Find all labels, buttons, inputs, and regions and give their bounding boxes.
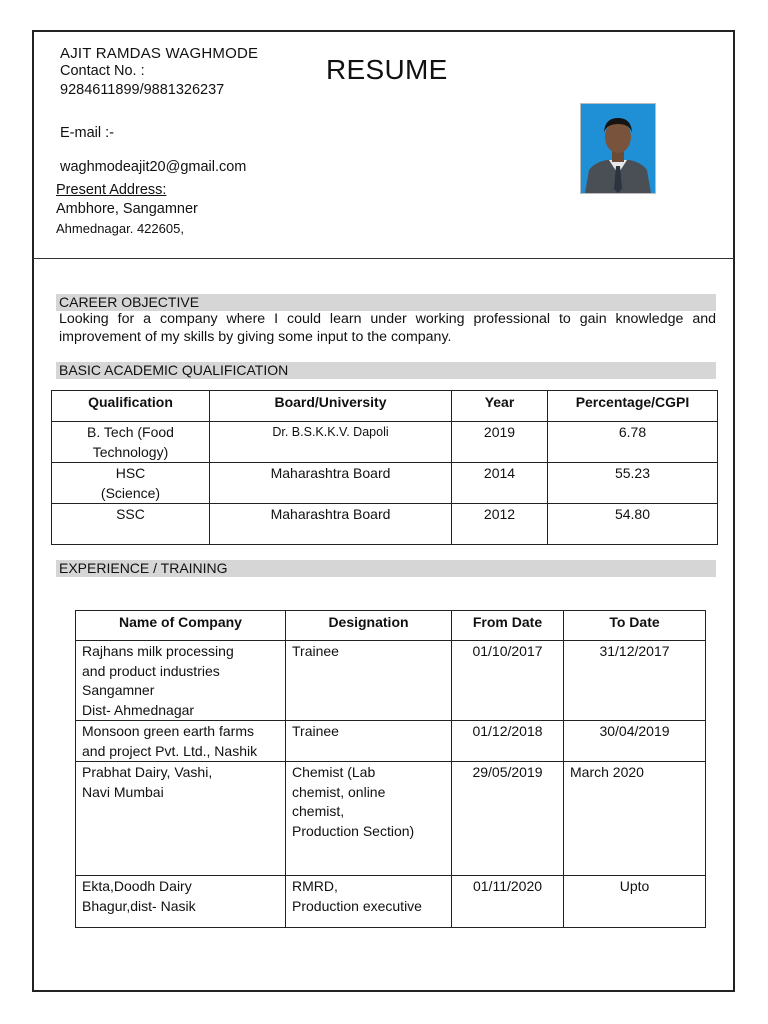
to-date-cell: March 2020 [564,762,706,876]
company-line: Prabhat Dairy, Vashi, [82,764,213,780]
column-header: Designation [286,611,452,641]
score-cell: 54.80 [548,504,718,545]
header-divider [33,258,734,259]
table-row [52,463,718,504]
academic-table [51,390,718,545]
designation-cell [286,641,452,721]
phone-numbers: 9284611899/9881326237 [60,82,225,98]
company-cell [76,641,286,721]
designation-line: Production Section) [292,822,415,839]
company-line: Rajhans milk processing [82,643,234,659]
address-line-1: Ambhore, Sangamner [56,201,198,217]
contact-label: Contact No. : [60,63,145,79]
designation-cell [286,876,452,928]
company-cell [76,762,286,876]
resume-title: RESUME [326,54,448,85]
qualification-cell: B. Tech (Food Technology) [52,422,210,463]
table-row [76,762,706,876]
table-row [52,422,718,463]
email-address: waghmodeajit20@gmail.com [60,159,247,175]
table-row [76,721,706,762]
year-cell: 2014 [452,463,548,504]
email-label: E-mail :- [60,125,114,141]
from-date-cell: 29/05/2019 [452,762,564,876]
designation-line: Chemist (Lab [292,764,376,780]
year-cell: 2019 [452,422,548,463]
board-cell: Dr. B.S.K.K.V. Dapoli [210,422,452,463]
company-line: Bhagur,dist- Nasik [82,897,196,914]
academic-heading: BASIC ACADEMIC QUALIFICATION [56,362,716,379]
profile-photo [580,103,656,194]
designation-cell [286,721,452,762]
designation-line: RMRD, [292,878,338,894]
designation-line: chemist, online [292,783,386,800]
person-photo-icon [581,104,655,193]
to-date-cell: Upto [564,876,706,928]
to-date-cell: 31/12/2017 [564,641,706,721]
company-line: Navi Mumbai [82,783,164,800]
board-cell: Maharashtra Board [210,463,452,504]
column-header: From Date [452,611,564,641]
company-line: Ekta,Doodh Dairy [82,878,192,894]
table-header-row [76,611,706,641]
table-row [76,641,706,721]
year-cell: 2012 [452,504,548,545]
score-cell: 6.78 [548,422,718,463]
experience-table [75,610,706,928]
column-header: Qualification [52,391,210,422]
table-row [52,504,718,545]
company-cell [76,721,286,762]
qualification-cell: HSC (Science) [52,463,210,504]
score-cell: 55.23 [548,463,718,504]
table-row [76,876,706,928]
designation-line: Production executive [292,897,422,914]
designation-line: Trainee [292,723,339,739]
address-line-2: Ahmednagar. 422605, [56,221,184,236]
to-date-cell: 30/04/2019 [564,721,706,762]
column-header: Name of Company [76,611,286,641]
from-date-cell: 01/10/2017 [452,641,564,721]
column-header: To Date [564,611,706,641]
board-cell: Maharashtra Board [210,504,452,545]
qualification-cell: SSC [52,504,210,545]
address-heading: Present Address: [56,182,167,198]
company-line: Dist- Ahmednagar [82,701,195,718]
from-date-cell: 01/11/2020 [452,876,564,928]
company-line: Sangamner [82,682,155,698]
designation-cell [286,762,452,876]
table-header-row [52,391,718,422]
candidate-name: AJIT RAMDAS WAGHMODE [60,45,259,62]
career-objective-text: Looking for a company where I could learn under working professional to gain knowledge and improvement of my skills by giving some input to the company. [59,311,716,345]
column-header: Year [452,391,548,422]
designation-line: Trainee [292,643,339,659]
experience-heading: EXPERIENCE / TRAINING [56,560,716,577]
from-date-cell: 01/12/2018 [452,721,564,762]
designation-line: chemist, [292,803,345,819]
column-header: Percentage/CGPI [548,391,718,422]
company-line: Monsoon green earth farms [82,723,254,739]
company-line: and product industries [82,662,220,679]
career-objective-heading: CAREER OBJECTIVE [56,294,716,311]
column-header: Board/University [210,391,452,422]
company-line: and project Pvt. Ltd., Nashik [82,742,258,759]
company-cell [76,876,286,928]
